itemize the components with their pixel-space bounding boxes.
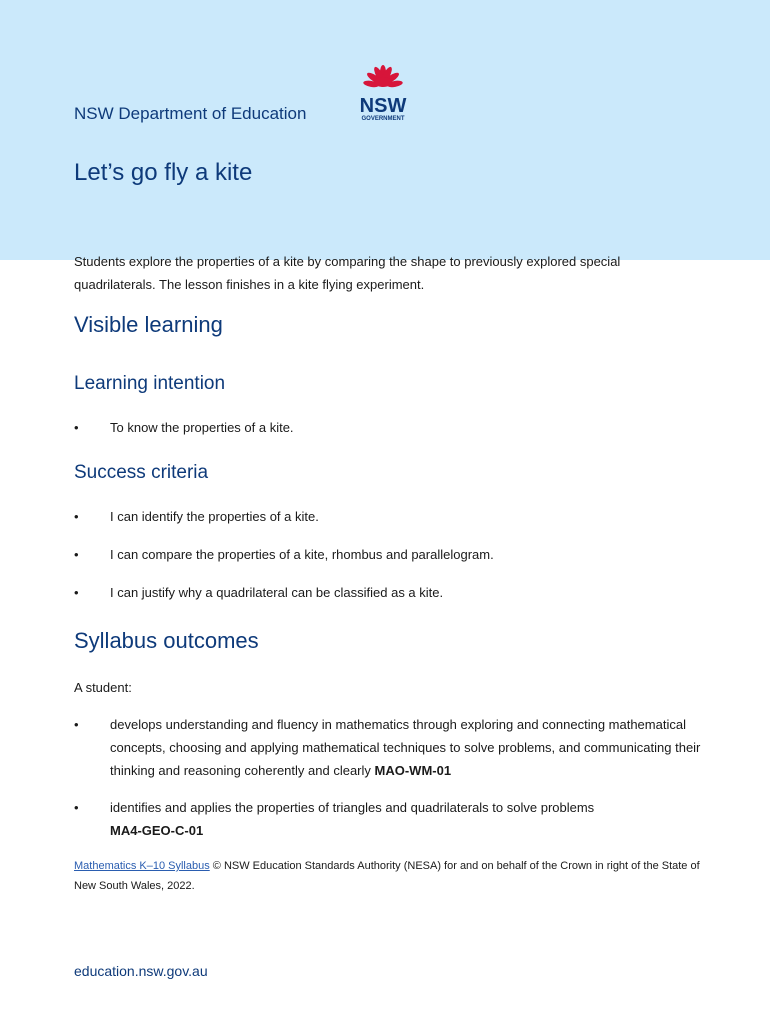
list-item: • develops understanding and fluency in mathematics through exploring and connecting mathematical concepts, choosing and applying mathematical techniques to solve problems, and communicating their thinking and reasoning coherently and clearly MAO-WM-01 xyxy=(74,713,704,782)
bullet-icon: • xyxy=(74,800,79,815)
document-body xyxy=(74,250,704,896)
bullet-icon: • xyxy=(74,585,79,600)
syllabus-outcomes-list xyxy=(74,713,704,842)
list-item: • identifies and applies the properties of triangles and quadrilaterals to solve problems MA4-GEO-C-01 xyxy=(74,796,704,842)
list-item: • I can justify why a quadrilateral can be classified as a kite. xyxy=(74,581,704,604)
intro-paragraph: Students explore the properties of a kite by comparing the shape to previously explored special quadrilaterals. The lesson finishes in a kite flying experiment. xyxy=(74,254,621,292)
nsw-government-logo xyxy=(350,56,416,122)
syllabus-link[interactable]: Mathematics K–10 Syllabus xyxy=(74,860,210,872)
bullet-icon: • xyxy=(74,509,79,524)
department-name: NSW Department of Education xyxy=(74,104,307,123)
syllabus-lead: A student: xyxy=(74,680,132,695)
learning-intention-heading: Learning intention xyxy=(74,373,226,394)
logo-wordmark: NSW xyxy=(359,95,407,117)
bullet-icon: • xyxy=(74,420,79,435)
footer-website-link[interactable]: education.nsw.gov.au xyxy=(74,963,208,979)
list-item: • To know the properties of a kite. xyxy=(74,416,704,439)
copyright-notice: Mathematics K–10 Syllabus © NSW Education Standards Authority (NESA) for and on behalf of the Crown in right of the State of New South Wales, 2022. xyxy=(74,860,700,892)
outcome-code: MAO-WM-01 xyxy=(374,763,452,778)
bullet-icon: • xyxy=(74,547,79,562)
outcome-code: MA4-GEO-C-01 xyxy=(110,823,204,838)
header-banner xyxy=(0,0,770,260)
syllabus-outcomes-heading: Syllabus outcomes xyxy=(74,628,259,653)
visible-learning-heading: Visible learning xyxy=(74,312,223,337)
list-item: • I can compare the properties of a kite, rhombus and parallelogram. xyxy=(74,543,704,566)
success-criteria-list xyxy=(74,505,704,604)
success-criteria-heading: Success criteria xyxy=(74,462,209,483)
document-title: Let’s go fly a kite xyxy=(74,159,253,186)
learning-intention-list xyxy=(74,416,704,439)
bullet-icon: • xyxy=(74,717,79,732)
list-item: • I can identify the properties of a kite. xyxy=(74,505,704,528)
logo-subtext: GOVERNMENT xyxy=(361,116,405,122)
waratah-icon xyxy=(363,65,403,88)
